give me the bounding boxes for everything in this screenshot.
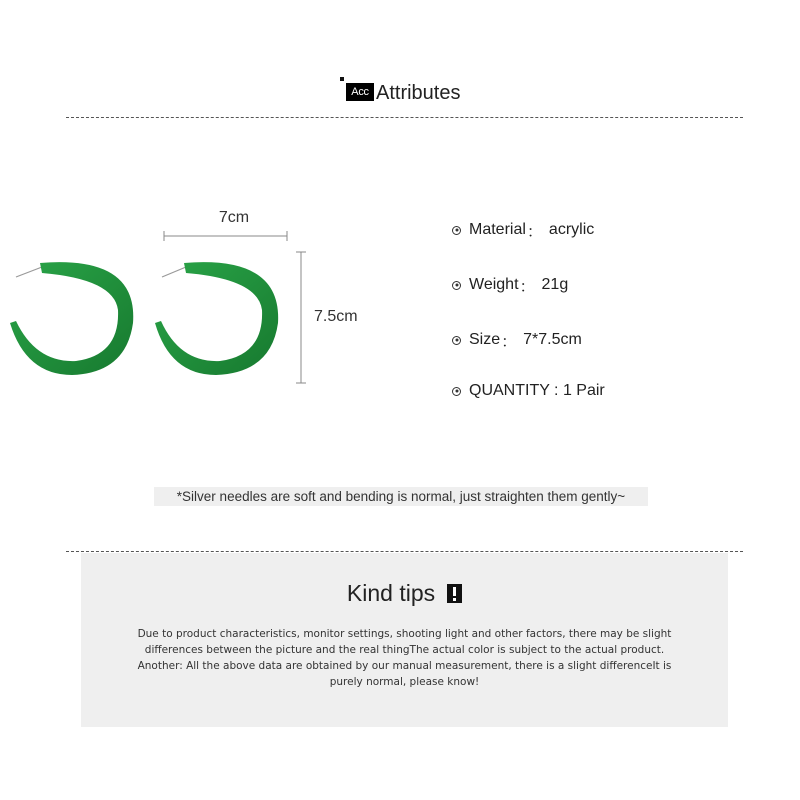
spec-value: 7*7.5cm xyxy=(523,331,582,348)
spec-label: Size xyxy=(469,331,501,348)
tips-line: differences between the picture and the real thingThe actual color is subject to the actual product. xyxy=(144,644,665,656)
width-label: 7cm xyxy=(218,209,250,226)
header-marker-icon xyxy=(340,77,344,81)
kind-tips-panel xyxy=(81,553,728,727)
earring-left xyxy=(10,262,133,375)
top-divider xyxy=(66,117,743,118)
kind-tips-text xyxy=(121,626,688,690)
kind-tips-title: Kind tips xyxy=(346,580,436,606)
spec-material: Material ： acrylic xyxy=(452,218,594,242)
kind-tips-heading xyxy=(81,580,728,607)
care-note: *Silver needles are soft and bending is normal, just straighten them gently~ xyxy=(154,487,648,506)
height-label: 7.5cm xyxy=(314,308,358,325)
spec-label: Material xyxy=(469,221,526,238)
spec-label: Weight xyxy=(469,276,519,293)
bottom-divider xyxy=(66,551,743,552)
target-bullet-icon xyxy=(452,387,461,396)
exclamation-icon xyxy=(447,584,462,603)
section-title: Attributes xyxy=(376,82,461,104)
target-bullet-icon xyxy=(452,281,461,290)
tips-line: purely normal, please know! xyxy=(329,676,480,688)
target-bullet-icon xyxy=(452,226,461,235)
spec-quantity xyxy=(452,379,605,403)
spec-value: acrylic xyxy=(548,221,595,238)
tips-line: Another: All the above data are obtained by our manual measurement, there is a slight differenceIt is xyxy=(137,660,672,672)
spec-size: Size ： 7*7.5cm xyxy=(452,328,582,352)
product-image xyxy=(0,195,358,395)
header-badge: Acc xyxy=(346,83,374,101)
spec-weight: Weight ： 21g xyxy=(452,273,568,297)
spec-value: 21g xyxy=(541,276,569,293)
spec-label: QUANTITY : 1 Pair xyxy=(469,382,605,399)
target-bullet-icon xyxy=(452,336,461,345)
tips-line: Due to product characteristics, monitor settings, shooting light and other factors, there may be slight xyxy=(137,628,672,640)
earring-right xyxy=(155,262,278,375)
